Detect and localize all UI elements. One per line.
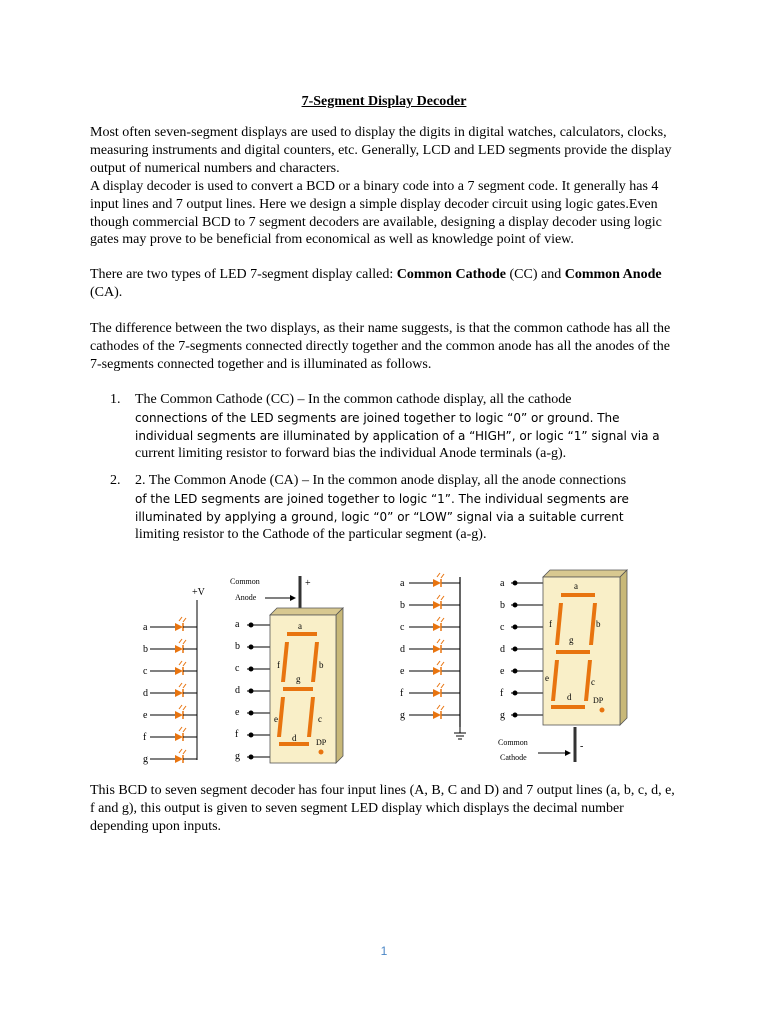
pin-label-d: d (143, 688, 148, 699)
segment-label-c: c (591, 677, 595, 687)
display-pin-f: f (235, 729, 239, 740)
pin-label-g: g (400, 710, 405, 721)
display-pin-e: e (235, 707, 240, 718)
display-pin-a: a (500, 578, 505, 589)
pin-label-c: c (143, 666, 148, 677)
pin-label-a: a (143, 622, 148, 633)
led-array (433, 573, 444, 719)
common-label-2: Cathode (500, 753, 527, 762)
display-pin-c: c (235, 663, 240, 674)
segment-label-f: f (277, 660, 280, 670)
display-pin-d: d (500, 644, 505, 655)
segment-label-b: b (596, 619, 601, 629)
display-body (270, 608, 343, 763)
types-text-3: (CA). (90, 284, 123, 300)
list-body: of the LED segments are joined together to logic “1”. The individual segments are illuminated by applying a ground, logic “0” or “LOW” signal via a suitable current (135, 492, 629, 524)
segment-label-b: b (319, 660, 324, 670)
pin-label-b: b (400, 600, 405, 611)
display-pin-g: g (500, 710, 505, 721)
types-text-1: There are two types of LED 7-segment display called: (90, 267, 397, 282)
pin-label-c: c (400, 622, 405, 633)
display-pin-b: b (235, 641, 240, 652)
supply-label: +V (192, 587, 205, 598)
types-text-2: (CC) and (506, 267, 565, 282)
paragraph-difference: The difference between the two displays, as their name suggests, is that the common cathode has all the cathodes of the 7-segments connected directly together and the common anode has all the anodes of the 7-segments connected together and is illuminated as follows. (90, 321, 671, 372)
page-number: 1 (380, 944, 388, 958)
list-lead: 2. The Common Anode (CA) – In the common anode display, all the anode connections (135, 473, 627, 488)
common-anode-diagram (135, 570, 350, 770)
led-array (175, 617, 186, 763)
segment-label-e: e (274, 714, 278, 724)
display-pin-e: e (500, 666, 505, 677)
paragraph-decoder: A display decoder is used to convert a BCD or a binary code into a 7 segment code. It generally has 4 input lines and 7 output lines. Here we design a simple display decoder circuit using logic gates.Even though commercial BCD to 7 segment decoders are available, designing a display decoder using logic gates may prove to be beneficial from economical as well as knowledge point of view. (90, 179, 662, 248)
common-label-1: Common (230, 577, 260, 586)
list-lead: The Common Cathode (CC) – In the common cathode display, all the cathode (135, 392, 572, 407)
segment-label-f: f (549, 619, 552, 629)
dp-label: DP (316, 738, 327, 747)
dp-label: DP (593, 696, 604, 705)
pin-label-e: e (143, 710, 148, 721)
list-tail: current limiting resistor to forward bias the individual Anode terminals (a-g). (135, 446, 567, 461)
segment-label-c: c (318, 714, 322, 724)
segment-label-e: e (545, 673, 549, 683)
pin-label-b: b (143, 644, 148, 655)
pin-label-f: f (400, 688, 404, 699)
common-label-2: Anode (235, 593, 257, 602)
display-pin-g: g (235, 751, 240, 762)
types-cc: Common Cathode (396, 267, 507, 282)
list-number: 1. (110, 392, 121, 407)
display-pin-b: b (500, 600, 505, 611)
minus-sign: - (580, 741, 584, 752)
list-text (135, 472, 680, 544)
display-pin-a: a (235, 619, 240, 630)
pin-label-g: g (143, 754, 148, 765)
pin-label-f: f (143, 732, 147, 743)
list-number: 2. (110, 473, 121, 488)
list-body: connections of the LED segments are joined together to logic “0” or ground. The individual segments are illuminated by application of a “HIGH”, or logic “1” signal via a (135, 411, 660, 443)
segment-label-d: d (292, 733, 297, 743)
plus-sign: + (305, 578, 311, 589)
segment-label-a: a (574, 581, 578, 591)
paragraph-intro: Most often seven-segment displays are used to display the digits in digital watches, calculators, clocks, measuring instruments and digital counters, etc. Generally, LCD and LED segments provide the display output of numerical numbers and characters. (90, 125, 672, 176)
display-pin-c: c (500, 622, 505, 633)
list-text (135, 391, 680, 463)
page-title: 7-Segment Display Decoder (301, 94, 467, 109)
segment-label-a: a (298, 621, 302, 631)
segment-label-g: g (569, 635, 574, 645)
paragraph-types (90, 266, 680, 302)
types-ca: Common Anode (564, 267, 662, 282)
segment-label-g: g (296, 674, 301, 684)
list-tail: limiting resistor to the Cathode of the particular segment (a-g). (135, 527, 487, 542)
common-cathode-diagram (395, 565, 645, 770)
common-label-1: Common (498, 738, 528, 747)
display-pin-d: d (235, 685, 240, 696)
pin-label-d: d (400, 644, 405, 655)
pin-label-e: e (400, 666, 405, 677)
segment-label-d: d (567, 692, 572, 702)
pin-label-a: a (400, 578, 405, 589)
paragraph-decoder-lines: This BCD to seven segment decoder has four input lines (A, B, C and D) and 7 output lines (a, b, c, d, e, f and g), this output is given to seven segment LED display which displays the decimal number depending upon inputs. (90, 783, 675, 834)
display-pin-f: f (500, 688, 504, 699)
